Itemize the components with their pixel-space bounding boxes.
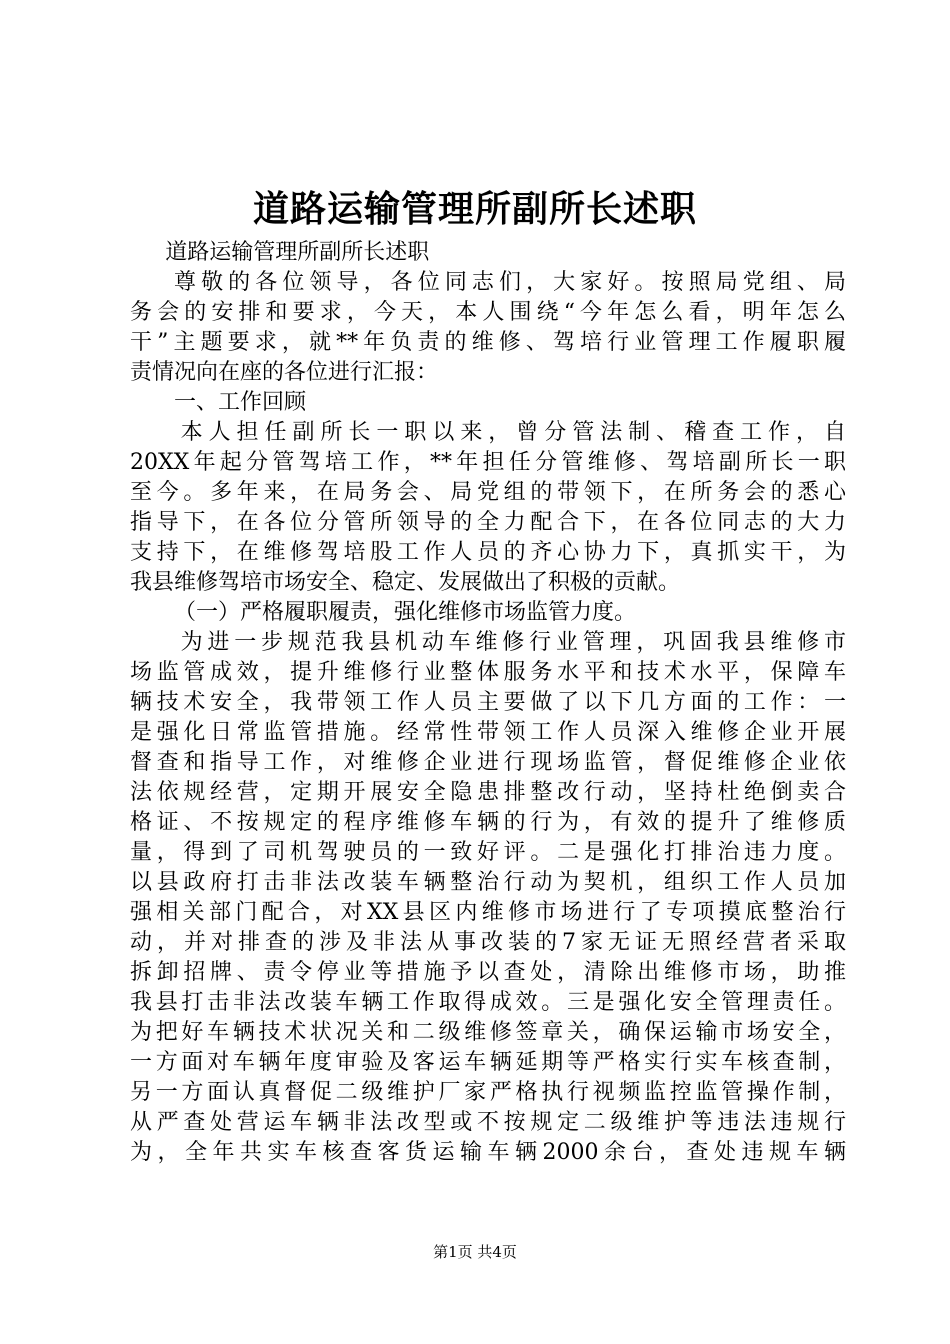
document-body [130, 238, 846, 1168]
body-line: 指导下，在各位分管所领导的全力配合下，在各位同志的大力 [130, 510, 846, 535]
body-line: 我县维修驾培市场安全、稳定、发展做出了积极的贡献。 [130, 570, 681, 595]
body-line: 道路运输管理所副所长述职 [165, 240, 430, 265]
body-line: 从严查处营运车辆非法改型或不按规定二级维护等违法违规行 [130, 1110, 846, 1135]
body-line: 至今。多年来，在局务会、局党组的带领下，在所务会的悉心 [130, 480, 846, 505]
body-line: 尊敬的各位领导，各位同志们，大家好。按照局党组、局 [174, 270, 846, 295]
body-line: 责情况向在座的各位进行汇报： [130, 360, 439, 385]
body-line: 另一方面认真督促二级维护厂家严格执行视频监控监管操作制， [130, 1080, 846, 1105]
body-line: 辆技术安全，我带领工作人员主要做了以下几方面的工作：一 [130, 690, 846, 715]
body-line: 务会的安排和要求，今天，本人围绕“今年怎么看，明年怎么 [130, 300, 846, 325]
body-line: 量，得到了司机驾驶员的一致好评。二是强化打排治违力度。 [130, 840, 846, 865]
body-line: 20XX年起分管驾培工作，**年担任分管维修、驾培副所长一职 [130, 450, 846, 475]
body-line: （一）严格履职履责，强化维修市场监管力度。 [174, 600, 637, 625]
document-title: 道路运输管理所副所长述职 [252, 188, 697, 230]
body-line: 强相关部门配合，对XX县区内维修市场进行了专项摸底整治行 [130, 900, 846, 925]
body-line: 支持下，在维修驾培股工作人员的齐心协力下，真抓实干，为 [130, 540, 846, 565]
body-line: 我县打击非法改装车辆工作取得成效。三是强化安全管理责任。 [130, 990, 846, 1015]
body-line: 督查和指导工作，对维修企业进行现场监管，督促维修企业依 [130, 750, 846, 775]
body-line: 拆卸招牌、责令停业等措施予以查处，清除出维修市场，助推 [130, 960, 846, 985]
body-line: 格证、不按规定的程序维修车辆的行为，有效的提升了维修质 [130, 810, 846, 835]
body-line: 是强化日常监管措施。经常性带领工作人员深入维修企业开展 [130, 720, 846, 745]
body-line: 为进一步规范我县机动车维修行业管理，巩固我县维修市 [180, 630, 846, 655]
body-line: 为，全年共实车核查客货运输车辆2000余台，查处违规车辆 [130, 1140, 846, 1165]
body-line: 一方面对车辆年度审验及客运车辆延期等严格实行实车核查制， [130, 1050, 846, 1075]
body-line: 本人担任副所长一职以来，曾分管法制、稽查工作，自 [180, 420, 846, 445]
body-line: 以县政府打击非法改装车辆整治行动为契机，组织工作人员加 [130, 870, 846, 895]
body-line: 法依规经营，定期开展安全隐患排整改行动，坚持杜绝倒卖合 [130, 780, 846, 805]
body-line: 干”主题要求，就**年负责的维修、驾培行业管理工作履职履 [130, 330, 846, 355]
body-line: 一、工作回顾 [174, 390, 307, 415]
page-footer: 第1页 共4页 [433, 1243, 517, 1261]
body-line: 动，并对排查的涉及非法从事改装的7家无证无照经营者采取 [130, 930, 846, 955]
body-line: 为把好车辆技术状况关和二级维修签章关，确保运输市场安全， [130, 1020, 846, 1045]
body-line: 场监管成效，提升维修行业整体服务水平和技术水平，保障车 [130, 660, 846, 685]
